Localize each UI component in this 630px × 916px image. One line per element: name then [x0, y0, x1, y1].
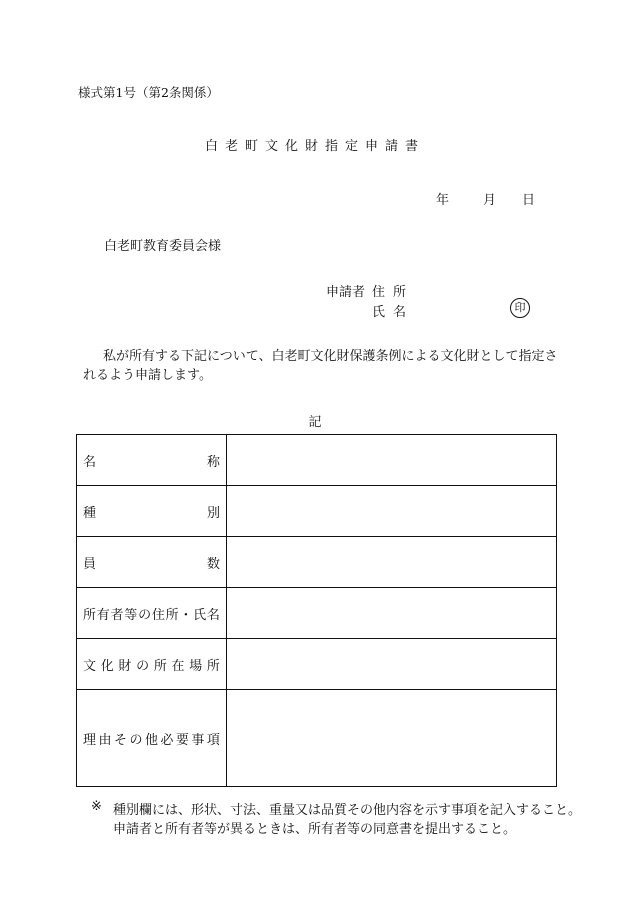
label-char: 在	[171, 658, 185, 674]
label-char: 所	[153, 658, 167, 674]
row-label-text	[83, 451, 220, 470]
name-label: 氏名	[372, 305, 415, 320]
row-label	[77, 588, 227, 639]
row-value-cell[interactable]	[227, 690, 557, 787]
label-char: 所	[206, 658, 220, 674]
label-char: 所	[165, 607, 179, 623]
label-char: の	[136, 658, 150, 674]
date-day: 日	[522, 193, 536, 208]
row-label-text	[83, 729, 220, 748]
label-char: 化	[100, 658, 114, 674]
label-char: 所	[83, 607, 97, 623]
row-label-text	[83, 655, 220, 674]
form-number: 様式第1号（第2条関係）	[78, 85, 219, 100]
label-char: 必	[160, 732, 174, 748]
row-value-cell[interactable]	[227, 435, 557, 486]
label-char: 場	[189, 658, 203, 674]
label-char: 財	[118, 658, 132, 674]
row-label	[77, 435, 227, 486]
table-row	[77, 537, 557, 588]
ki-label: 記	[308, 415, 322, 430]
label-char: 有	[96, 607, 110, 623]
row-value-cell[interactable]	[227, 588, 557, 639]
note-mark: ※	[91, 799, 102, 814]
label-char: 他	[144, 732, 158, 748]
table-row	[77, 690, 557, 787]
note-line-1: 種別欄には、形状、寸法、重量又は品質その他内容を示す事項を記入すること。	[113, 803, 582, 818]
date-year: 年	[436, 193, 450, 208]
row-label	[77, 690, 227, 787]
note-line-2: 申請者と所有者等が異るときは、所有者等の同意書を提出すること。	[113, 822, 517, 837]
label-char: 名	[83, 454, 97, 470]
row-value-cell[interactable]	[227, 486, 557, 537]
row-value-cell[interactable]	[227, 537, 557, 588]
row-label-text	[83, 502, 220, 521]
label-char: 項	[206, 732, 220, 748]
label-char: 氏	[193, 607, 207, 623]
table-row	[77, 588, 557, 639]
label-char: ・	[179, 607, 193, 623]
label-char: 等	[124, 607, 138, 623]
date-line	[436, 189, 535, 208]
row-value-cell[interactable]	[227, 639, 557, 690]
row-label-text	[83, 553, 220, 572]
row-label	[77, 639, 227, 690]
label-char: 由	[98, 732, 112, 748]
label-char: 数	[206, 556, 220, 572]
row-label-text	[83, 604, 220, 623]
label-char: 員	[83, 556, 97, 572]
label-char: そ	[113, 732, 127, 748]
label-char: 称	[206, 454, 220, 470]
label-char: 事	[191, 732, 205, 748]
label-char: 文	[83, 658, 97, 674]
label-char: 種	[83, 505, 97, 521]
applicant-label: 申請者	[326, 285, 366, 300]
address-label: 住所	[372, 285, 415, 300]
label-char: 名	[206, 607, 220, 623]
table-row	[77, 435, 557, 486]
label-char: 者	[110, 607, 124, 623]
label-char: の	[138, 607, 152, 623]
label-char: 別	[206, 505, 220, 521]
recipient: 白老町教育委員会様	[104, 239, 222, 254]
table-row	[77, 639, 557, 690]
label-char: 住	[151, 607, 165, 623]
seal-mark: 印	[510, 298, 530, 318]
body-text: 私が所有する下記について、白老町文化財保護条例による文化財として指定されるよう申請します。	[83, 349, 558, 383]
label-char: の	[129, 732, 143, 748]
date-month: 月	[483, 193, 497, 208]
label-char: 理	[83, 732, 97, 748]
row-label	[77, 486, 227, 537]
record-table	[76, 434, 557, 787]
table-row	[77, 486, 557, 537]
document-title: 白老町文化財指定申請書	[204, 139, 425, 154]
label-char: 要	[175, 732, 189, 748]
row-label	[77, 537, 227, 588]
